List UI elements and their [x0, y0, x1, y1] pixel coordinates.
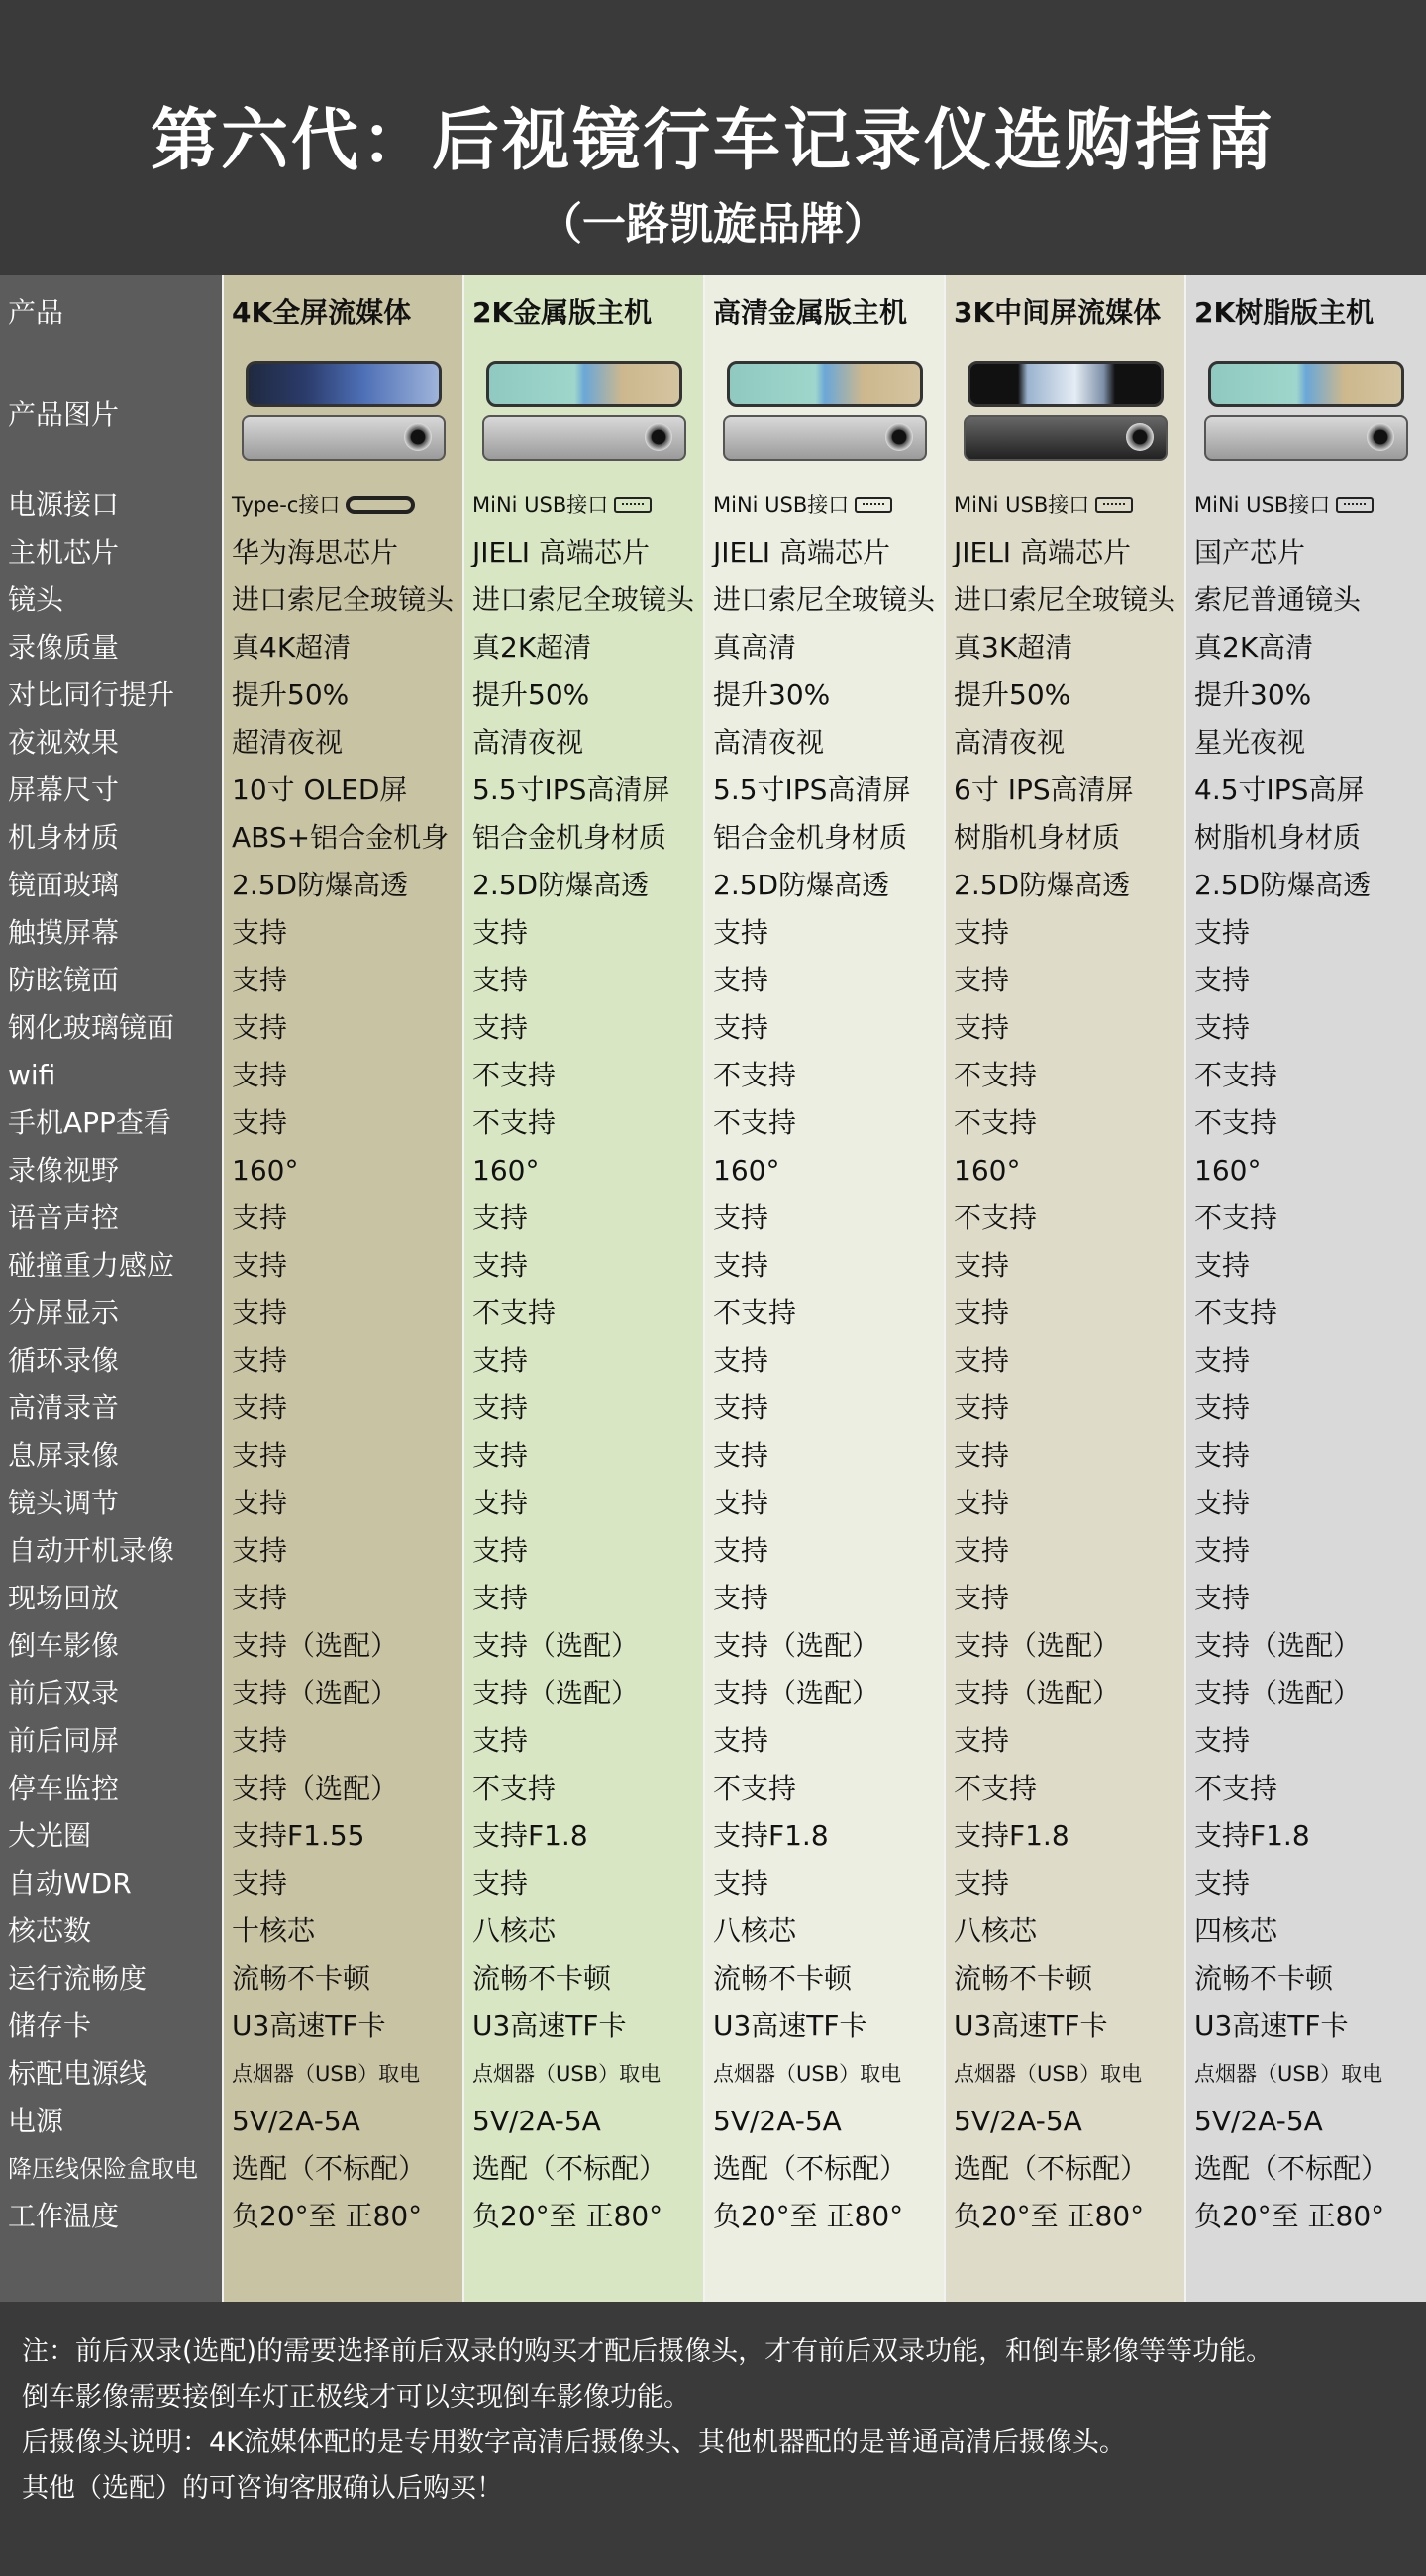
- spec-cell: 提升30%: [1194, 678, 1312, 711]
- row-label: 机身材质: [8, 821, 120, 854]
- spec-cell: 5V/2A-5A: [232, 2105, 360, 2137]
- mirror-dashcam-image: [964, 361, 1168, 464]
- spec-cell: 星光夜视: [1194, 726, 1306, 759]
- note-line: 其他（选配）的可咨询客服确认后购买！: [22, 2473, 503, 2504]
- spec-cell: 支持F1.8: [713, 1819, 829, 1852]
- spec-cell: 支持（选配）: [713, 1629, 880, 1662]
- row-label: 循环录像: [8, 1344, 120, 1377]
- spec-cell: 支持: [954, 1534, 1010, 1567]
- spec-cell: 高清夜视: [954, 726, 1066, 759]
- spec-cell: 支持（选配）: [232, 1677, 399, 1709]
- row-label: 降压线保险盒取电: [8, 2155, 198, 2183]
- spec-cell: 提升50%: [954, 678, 1071, 711]
- spec-cell: 不支持: [1194, 1106, 1278, 1139]
- spec-cell: 支持: [713, 1201, 769, 1234]
- spec-cell: 支持: [1194, 1439, 1251, 1472]
- spec-cell: 支持: [232, 1106, 288, 1139]
- spec-cell: 支持: [1194, 1867, 1251, 1900]
- spec-cell: 支持F1.8: [472, 1819, 588, 1852]
- power-port-text: MiNi USB接口: [954, 493, 1090, 517]
- spec-cell: 支持: [713, 1011, 769, 1044]
- spec-cell: 点烟器（USB）取电: [232, 2062, 421, 2086]
- note-line: 倒车影像需要接倒车灯正极线才可以实现倒车影像功能。: [22, 2382, 690, 2413]
- spec-cell: 支持: [232, 1201, 288, 1234]
- row-label: 屏幕尺寸: [8, 773, 120, 806]
- spec-cell: 支持: [954, 1249, 1010, 1282]
- row-label: 触摸屏幕: [8, 916, 120, 949]
- spec-cell: 支持: [472, 1534, 529, 1567]
- spec-cell: 八核芯: [954, 1914, 1038, 1947]
- product-name: 2K金属版主机: [472, 296, 653, 329]
- row-label: 对比同行提升: [8, 678, 175, 711]
- spec-cell: 5.5寸IPS高清屏: [713, 773, 911, 806]
- row-label: 电源: [8, 2105, 64, 2137]
- spec-cell: 支持: [472, 1249, 529, 1282]
- spec-cell: 支持: [232, 1439, 288, 1472]
- spec-cell: 支持: [472, 1344, 529, 1377]
- spec-cell: 5V/2A-5A: [1194, 2105, 1323, 2137]
- spec-cell: 华为海思芯片: [232, 536, 399, 568]
- row-label: 前后双录: [8, 1677, 120, 1709]
- spec-cell: 支持: [1194, 964, 1251, 996]
- spec-cell: 支持: [713, 1391, 769, 1424]
- spec-cell: 4.5寸IPS高屏: [1194, 773, 1365, 806]
- spec-cell: 支持: [1194, 1011, 1251, 1044]
- spec-cell: 真4K超清: [232, 631, 352, 664]
- spec-cell: 不支持: [1194, 1059, 1278, 1091]
- spec-cell: 支持: [472, 1582, 529, 1614]
- product-column: [464, 275, 705, 2302]
- spec-cell: 不支持: [713, 1106, 797, 1139]
- spec-cell: U3高速TF卡: [472, 2009, 627, 2042]
- spec-cell: 支持: [472, 1391, 529, 1424]
- product-image-cell: [705, 345, 944, 481]
- power-port-cell: [464, 481, 703, 529]
- spec-cell: 支持: [1194, 1344, 1251, 1377]
- spec-cell: 5V/2A-5A: [713, 2105, 842, 2137]
- spec-cell: 支持: [713, 1344, 769, 1377]
- spec-cell: 支持: [713, 1249, 769, 1282]
- spec-cell: JIELI 高端芯片: [713, 536, 890, 568]
- spec-cell: 不支持: [1194, 1201, 1278, 1234]
- spec-cell: 不支持: [472, 1772, 557, 1804]
- mini-usb-icon: [614, 497, 652, 513]
- spec-cell: 支持: [472, 1011, 529, 1044]
- power-port-text: MiNi USB接口: [713, 493, 850, 517]
- spec-cell: 选配（不标配）: [713, 2152, 908, 2185]
- row-label: 停车监控: [8, 1772, 120, 1804]
- spec-cell: 支持（选配）: [232, 1629, 399, 1662]
- product-name: 2K树脂版主机: [1194, 296, 1375, 329]
- spec-cell: 超清夜视: [232, 726, 344, 759]
- spec-cell: 流畅不卡顿: [232, 1962, 371, 1995]
- spec-cell: 进口索尼全玻镜头: [713, 583, 936, 616]
- spec-cell: 支持: [232, 1011, 288, 1044]
- spec-cell: 160°: [713, 1154, 780, 1186]
- spec-cell: 点烟器（USB）取电: [954, 2062, 1143, 2086]
- spec-cell: 不支持: [1194, 1772, 1278, 1804]
- spec-cell: 160°: [472, 1154, 540, 1186]
- spec-cell: 点烟器（USB）取电: [472, 2062, 662, 2086]
- mini-usb-icon: [1095, 497, 1133, 513]
- spec-cell: 支持: [954, 1296, 1010, 1329]
- spec-cell: 支持: [954, 1724, 1010, 1757]
- row-label: 运行流畅度: [8, 1962, 148, 1995]
- spec-cell: 5V/2A-5A: [472, 2105, 601, 2137]
- row-label: 电源接口: [8, 488, 120, 521]
- spec-cell: JIELI 高端芯片: [954, 536, 1131, 568]
- spec-cell: 流畅不卡顿: [472, 1962, 612, 1995]
- mirror-dashcam-image: [1204, 361, 1408, 464]
- spec-cell: 不支持: [472, 1059, 557, 1091]
- spec-cell: 真3K超清: [954, 631, 1073, 664]
- row-label: 防眩镜面: [8, 964, 120, 996]
- page-header: [0, 0, 1426, 275]
- spec-cell: 支持F1.8: [954, 1819, 1070, 1852]
- spec-cell: 支持: [232, 1487, 288, 1519]
- spec-cell: 5.5寸IPS高清屏: [472, 773, 670, 806]
- spec-cell: 负20°至 正80°: [232, 2200, 423, 2232]
- spec-cell: 支持F1.8: [1194, 1819, 1310, 1852]
- row-label: 语音声控: [8, 1201, 120, 1234]
- row-label: 现场回放: [8, 1582, 120, 1614]
- spec-cell: 不支持: [954, 1106, 1038, 1139]
- row-label: 分屏显示: [8, 1296, 120, 1329]
- spec-cell: 支持（选配）: [472, 1629, 640, 1662]
- spec-cell: 支持: [1194, 1534, 1251, 1567]
- spec-cell: 不支持: [472, 1296, 557, 1329]
- spec-cell: 支持: [954, 1582, 1010, 1614]
- spec-cell: 选配（不标配）: [472, 2152, 667, 2185]
- spec-cell: 10寸 OLED屏: [232, 773, 408, 806]
- mirror-dashcam-image: [482, 361, 686, 464]
- spec-cell: 支持: [954, 1487, 1010, 1519]
- page-title: 第六代：后视镜行车记录仪选购指南: [150, 102, 1275, 180]
- spec-cell: 国产芯片: [1194, 536, 1306, 568]
- spec-cell: 真2K高清: [1194, 631, 1314, 664]
- spec-cell: U3高速TF卡: [232, 2009, 386, 2042]
- spec-cell: 点烟器（USB）取电: [713, 2062, 902, 2086]
- spec-cell: 支持: [1194, 1487, 1251, 1519]
- row-label: 主机芯片: [8, 536, 120, 568]
- spec-cell: 选配（不标配）: [1194, 2152, 1389, 2185]
- spec-cell: 支持: [232, 1296, 288, 1329]
- row-label: 镜面玻璃: [8, 869, 120, 901]
- spec-cell: 支持: [713, 1582, 769, 1614]
- spec-cell: ABS+铝合金机身: [232, 821, 450, 854]
- spec-cell: 支持: [232, 964, 288, 996]
- spec-cell: 不支持: [713, 1059, 797, 1091]
- spec-cell: 支持（选配）: [1194, 1629, 1362, 1662]
- spec-cell: 支持（选配）: [954, 1629, 1121, 1662]
- spec-cell: 支持: [1194, 1391, 1251, 1424]
- spec-cell: 支持（选配）: [472, 1677, 640, 1709]
- spec-cell: 支持: [954, 964, 1010, 996]
- spec-cell: 八核芯: [713, 1914, 797, 1947]
- spec-cell: 选配（不标配）: [954, 2152, 1149, 2185]
- spec-cell: 支持: [713, 1867, 769, 1900]
- row-label: wifi: [8, 1059, 56, 1091]
- product-column: [705, 275, 946, 2302]
- spec-cell: 支持: [954, 1391, 1010, 1424]
- spec-cell: 负20°至 正80°: [954, 2200, 1145, 2232]
- power-port-text: Type-c接口: [232, 493, 341, 517]
- spec-cell: 支持: [472, 1724, 529, 1757]
- type-c-icon: [346, 496, 415, 514]
- spec-cell: 支持: [1194, 1249, 1251, 1282]
- spec-cell: 不支持: [713, 1772, 797, 1804]
- row-label: 录像质量: [8, 631, 120, 664]
- power-port-cell: [705, 481, 944, 529]
- spec-cell: 点烟器（USB）取电: [1194, 2062, 1383, 2086]
- row-label: 自动开机录像: [8, 1534, 175, 1567]
- comparison-table: [0, 275, 1426, 2302]
- product-image-cell: [464, 345, 703, 481]
- spec-cell: U3高速TF卡: [1194, 2009, 1349, 2042]
- spec-cell: 不支持: [954, 1772, 1038, 1804]
- note-line: 注：前后双录(选配)的需要选择前后双录的购买才配后摄像头，才有前后双录功能，和倒车影像等等功能。: [22, 2336, 1273, 2367]
- spec-cell: 支持: [232, 1582, 288, 1614]
- row-label: 镜头: [8, 583, 64, 616]
- product-image-cell: [1186, 345, 1426, 481]
- spec-cell: 支持: [232, 1724, 288, 1757]
- spec-cell: 提升50%: [232, 678, 350, 711]
- power-port-cell: [1186, 481, 1426, 529]
- power-port-cell: [224, 481, 462, 529]
- spec-cell: 2.5D防爆高透: [472, 869, 650, 901]
- row-label: 标配电源线: [8, 2057, 148, 2090]
- row-label: 镜头调节: [8, 1487, 120, 1519]
- spec-cell: 不支持: [1194, 1296, 1278, 1329]
- spec-cell: 支持: [232, 1391, 288, 1424]
- spec-cell: 5V/2A-5A: [954, 2105, 1082, 2137]
- spec-cell: 支持: [954, 1439, 1010, 1472]
- spec-cell: 2.5D防爆高透: [232, 869, 409, 901]
- spec-cell: 不支持: [954, 1059, 1038, 1091]
- power-port-cell: [946, 481, 1184, 529]
- spec-cell: 160°: [954, 1154, 1021, 1186]
- spec-cell: 支持: [472, 964, 529, 996]
- spec-cell: 树脂机身材质: [1194, 821, 1362, 854]
- row-label: 自动WDR: [8, 1867, 132, 1900]
- product-name: 4K全屏流媒体: [232, 296, 412, 329]
- spec-cell: 流畅不卡顿: [713, 1962, 853, 1995]
- spec-cell: 支持: [954, 1867, 1010, 1900]
- spec-cell: 支持（选配）: [713, 1677, 880, 1709]
- spec-cell: 支持: [713, 1724, 769, 1757]
- row-label: 手机APP查看: [8, 1106, 171, 1139]
- spec-cell: U3高速TF卡: [713, 2009, 867, 2042]
- spec-cell: 支持: [1194, 916, 1251, 949]
- spec-cell: 支持: [954, 1011, 1010, 1044]
- row-label: 息屏录像: [8, 1439, 120, 1472]
- spec-cell: 支持: [713, 964, 769, 996]
- spec-cell: 进口索尼全玻镜头: [232, 583, 455, 616]
- spec-cell: 索尼普通镜头: [1194, 583, 1362, 616]
- spec-cell: 2.5D防爆高透: [954, 869, 1131, 901]
- mirror-dashcam-image: [723, 361, 927, 464]
- power-port-text: MiNi USB接口: [1194, 493, 1331, 517]
- spec-cell: 负20°至 正80°: [1194, 2200, 1385, 2232]
- spec-cell: 真高清: [713, 631, 797, 664]
- row-label: 高清录音: [8, 1391, 120, 1424]
- spec-cell: 高清夜视: [472, 726, 584, 759]
- spec-cell: 支持: [472, 1867, 529, 1900]
- row-label-product: 产品: [8, 296, 64, 329]
- row-label: 储存卡: [8, 2009, 92, 2042]
- spec-cell: 提升50%: [472, 678, 590, 711]
- spec-cell: 铝合金机身材质: [713, 821, 908, 854]
- spec-cell: 铝合金机身材质: [472, 821, 667, 854]
- spec-cell: 支持F1.55: [232, 1819, 365, 1852]
- product-column: [946, 275, 1186, 2302]
- spec-cell: 支持: [232, 1249, 288, 1282]
- page-subtitle: （一路凯旋品牌）: [539, 199, 887, 250]
- spec-cell: 支持: [713, 1439, 769, 1472]
- spec-cell: 支持: [232, 1344, 288, 1377]
- mini-usb-icon: [1336, 497, 1374, 513]
- product-column: [224, 275, 464, 2302]
- spec-cell: 负20°至 正80°: [713, 2200, 904, 2232]
- spec-cell: 支持: [713, 1487, 769, 1519]
- row-label: 碰撞重力感应: [8, 1249, 175, 1282]
- spec-cell: 负20°至 正80°: [472, 2200, 663, 2232]
- spec-cell: 真2K超清: [472, 631, 592, 664]
- spec-cell: 支持: [472, 1439, 529, 1472]
- spec-cell: 十核芯: [232, 1914, 316, 1947]
- spec-cell: 2.5D防爆高透: [713, 869, 890, 901]
- spec-cell: 支持（选配）: [954, 1677, 1121, 1709]
- spec-cell: 进口索尼全玻镜头: [954, 583, 1176, 616]
- spec-cell: 支持: [232, 1059, 288, 1091]
- spec-cell: 选配（不标配）: [232, 2152, 427, 2185]
- spec-cell: 支持: [472, 1201, 529, 1234]
- spec-cell: 八核芯: [472, 1914, 557, 1947]
- spec-cell: 不支持: [954, 1201, 1038, 1234]
- notes-section: [0, 2302, 1426, 2576]
- spec-cell: 进口索尼全玻镜头: [472, 583, 695, 616]
- spec-cell: 支持（选配）: [1194, 1677, 1362, 1709]
- spec-cell: 支持: [232, 916, 288, 949]
- spec-cell: 6寸 IPS高清屏: [954, 773, 1134, 806]
- row-label: 前后同屏: [8, 1724, 120, 1757]
- product-column: [1186, 275, 1426, 2302]
- mini-usb-icon: [855, 497, 892, 513]
- spec-cell: 支持（选配）: [232, 1772, 399, 1804]
- spec-cell: 流畅不卡顿: [954, 1962, 1093, 1995]
- spec-cell: 四核芯: [1194, 1914, 1278, 1947]
- spec-cell: 提升30%: [713, 678, 831, 711]
- row-label: 大光圈: [8, 1819, 92, 1852]
- spec-cell: 支持: [713, 916, 769, 949]
- spec-cell: 支持: [232, 1867, 288, 1900]
- spec-cell: 160°: [232, 1154, 299, 1186]
- spec-cell: 支持: [954, 1344, 1010, 1377]
- spec-cell: U3高速TF卡: [954, 2009, 1108, 2042]
- spec-cell: 支持: [472, 916, 529, 949]
- spec-cell: JIELI 高端芯片: [472, 536, 650, 568]
- power-port-text: MiNi USB接口: [472, 493, 609, 517]
- row-label: 夜视效果: [8, 726, 120, 759]
- row-label: 倒车影像: [8, 1629, 120, 1662]
- spec-cell: 高清夜视: [713, 726, 825, 759]
- product-name: 高清金属版主机: [713, 296, 908, 329]
- note-line: 后摄像头说明：4K流媒体配的是专用数字高清后摄像头、其他机器配的是普通高清后摄像头。: [22, 2427, 1126, 2458]
- spec-cell: 流畅不卡顿: [1194, 1962, 1334, 1995]
- row-label-column: [0, 275, 224, 2302]
- spec-cell: 支持: [954, 916, 1010, 949]
- spec-cell: 160°: [1194, 1154, 1262, 1186]
- spec-cell: 支持: [1194, 1724, 1251, 1757]
- product-name: 3K中间屏流媒体: [954, 296, 1162, 329]
- product-image-cell: [946, 345, 1184, 481]
- mirror-dashcam-image: [242, 361, 446, 464]
- spec-cell: 支持: [472, 1487, 529, 1519]
- row-label: 录像视野: [8, 1154, 120, 1186]
- row-label-product-image: 产品图片: [8, 398, 120, 431]
- spec-cell: 树脂机身材质: [954, 821, 1121, 854]
- row-label: 钢化玻璃镜面: [8, 1011, 175, 1044]
- spec-cell: 不支持: [472, 1106, 557, 1139]
- spec-cell: 不支持: [713, 1296, 797, 1329]
- spec-cell: 支持: [1194, 1582, 1251, 1614]
- row-label: 核芯数: [8, 1914, 92, 1947]
- spec-cell: 支持: [232, 1534, 288, 1567]
- product-image-cell: [224, 345, 462, 481]
- spec-cell: 支持: [713, 1534, 769, 1567]
- spec-cell: 2.5D防爆高透: [1194, 869, 1372, 901]
- row-label: 工作温度: [8, 2200, 120, 2232]
